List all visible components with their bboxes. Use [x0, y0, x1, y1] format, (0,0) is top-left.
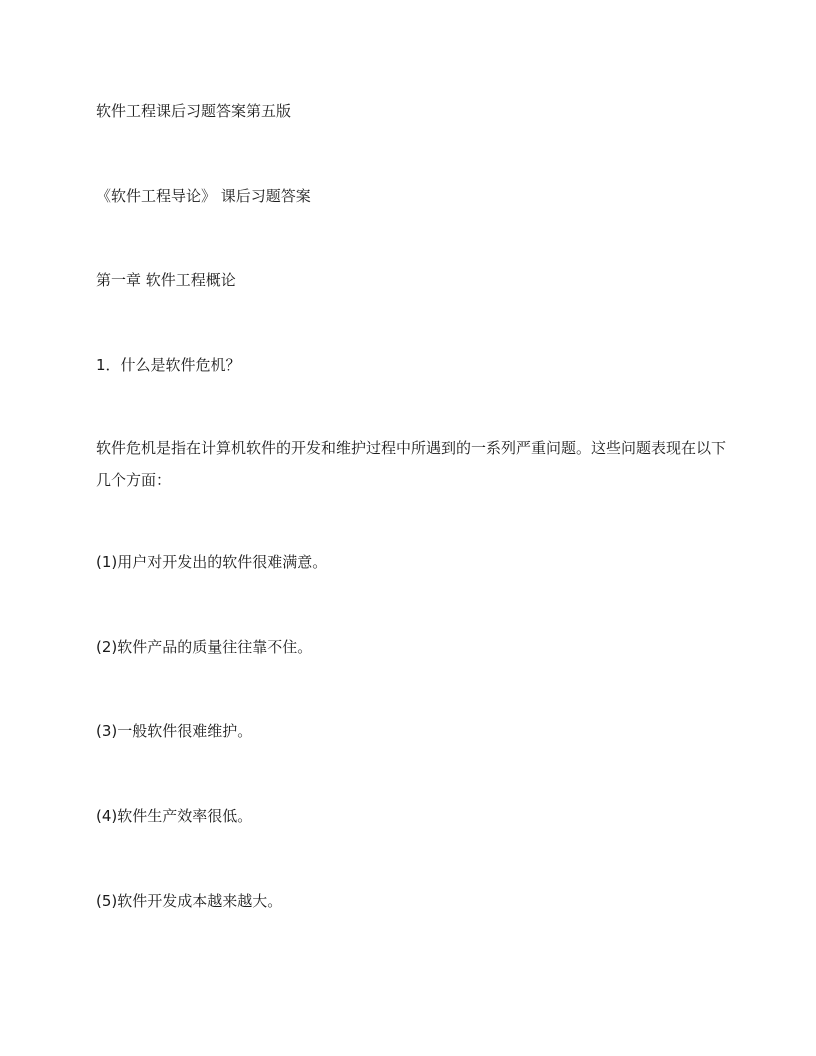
list-item: (5)软件开发成本越来越大。 [96, 892, 283, 910]
list-item: (2)软件产品的质量往往靠不住。 [96, 638, 313, 656]
chapter-heading: 第一章 软件工程概论 [96, 271, 236, 289]
list-item: (1)用户对开发出的软件很难满意。 [96, 553, 328, 571]
question-heading: 1．什么是软件危机？ [96, 356, 241, 374]
document-title: 软件工程课后习题答案第五版 [96, 102, 292, 120]
answer-paragraph: 软件危机是指在计算机软件的开发和维护过程中所遇到的一系列严重问题。这些问题表现在以下几个方面： [96, 439, 727, 489]
book-title: 《软件工程导论》 课后习题答案 [96, 187, 311, 205]
list-item: (3)一般软件很难维护。 [96, 722, 253, 740]
list-item: (4)软件生产效率很低。 [96, 807, 253, 825]
